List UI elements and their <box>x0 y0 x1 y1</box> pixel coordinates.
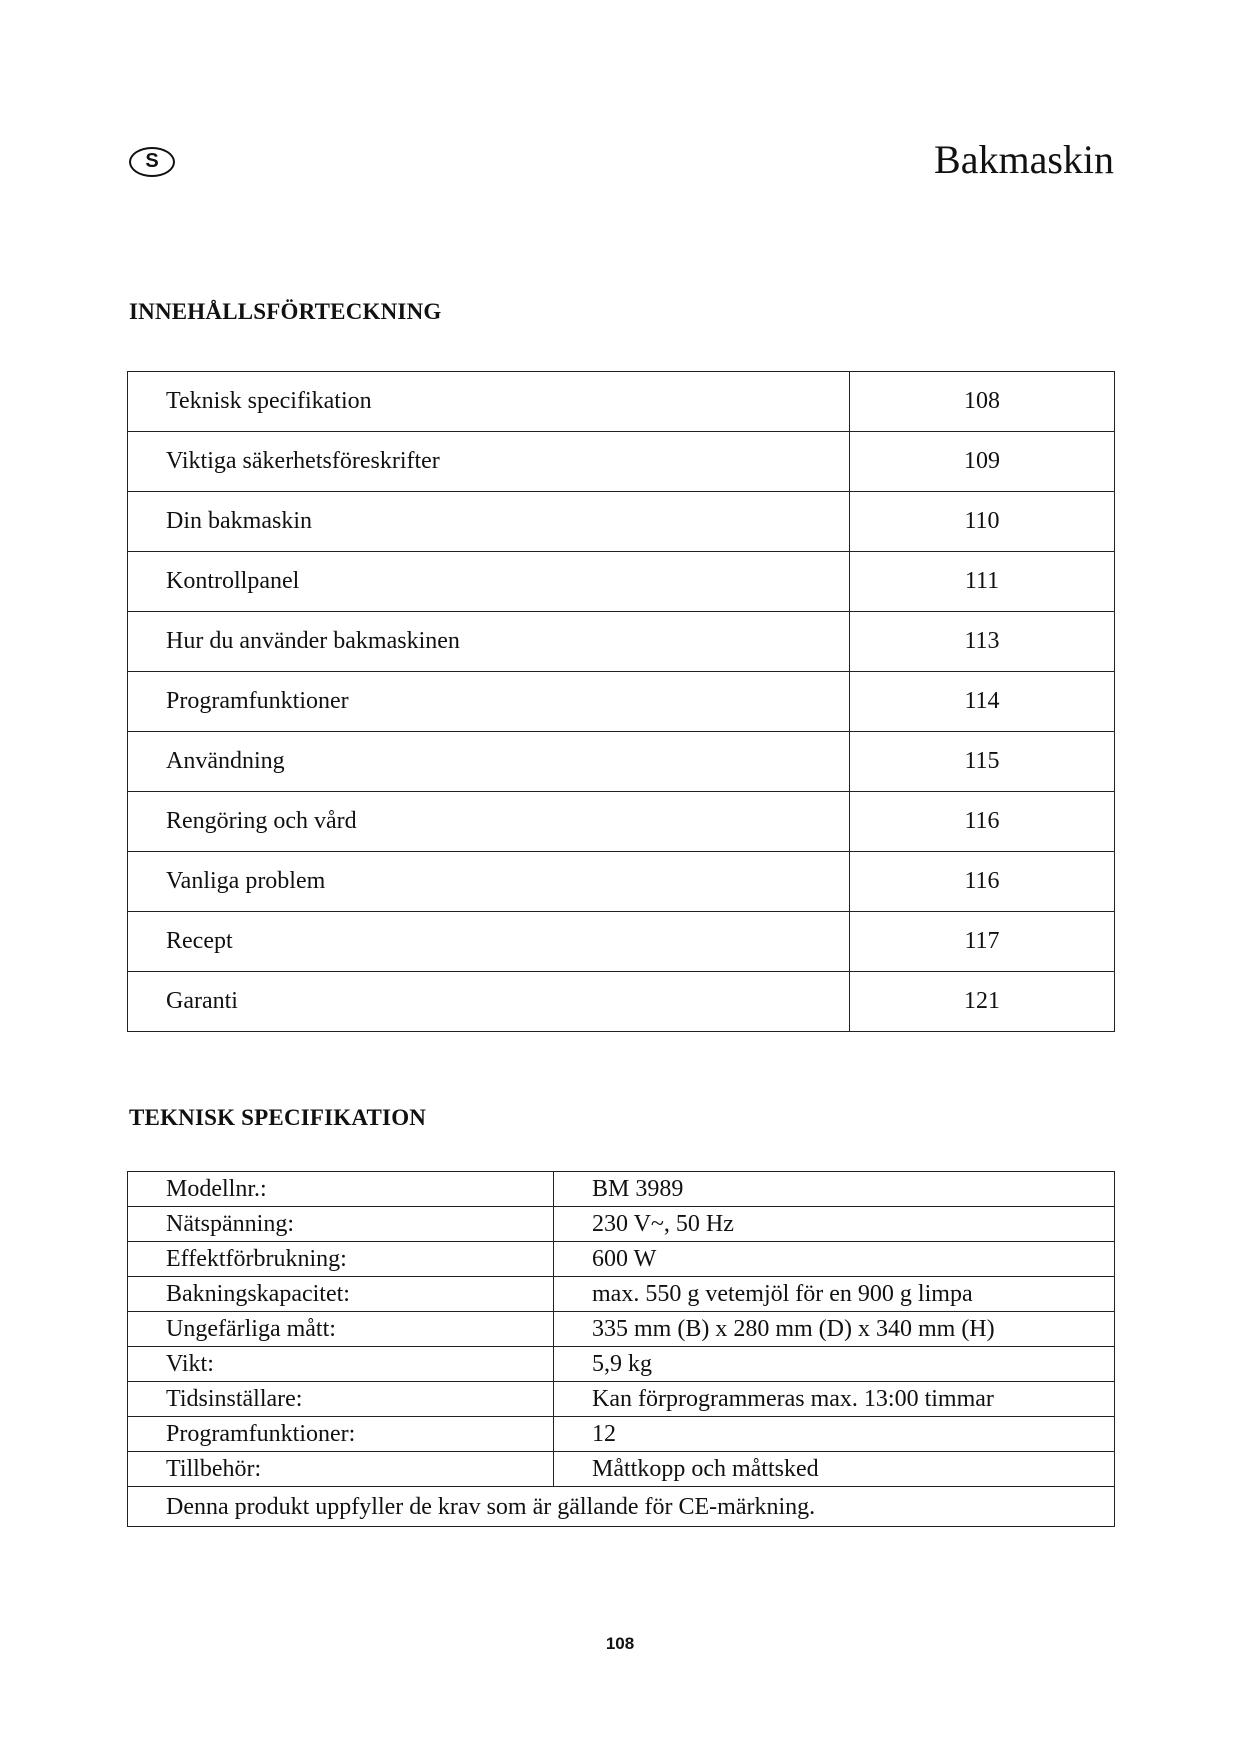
toc-entry-page: 110 <box>850 492 1115 552</box>
toc-entry-label: Din bakmaskin <box>128 492 850 552</box>
page-title: Bakmaskin <box>934 137 1114 182</box>
page-number: 108 <box>605 1634 635 1653</box>
spec-value: 335 mm (B) x 280 mm (D) x 340 mm (H) <box>554 1312 1115 1347</box>
toc-entry-label: Garanti <box>128 972 850 1032</box>
toc-row <box>128 792 1115 852</box>
spec-label: Vikt: <box>128 1347 554 1382</box>
toc-entry-label: Hur du använder bakmaskinen <box>128 612 850 672</box>
spec-label: Nätspänning: <box>128 1207 554 1242</box>
spec-label: Programfunktioner: <box>128 1417 554 1452</box>
spec-label: Effektförbrukning: <box>128 1242 554 1277</box>
spec-heading: TEKNISK SPECIFIKATION <box>129 1105 427 1130</box>
toc-entry-label: Vanliga problem <box>128 852 850 912</box>
spec-label: Ungefärliga mått: <box>128 1312 554 1347</box>
toc-row <box>128 432 1115 492</box>
toc-row <box>128 912 1115 972</box>
toc-entry-page: 111 <box>850 552 1115 612</box>
spec-value: Kan förprogrammeras max. 13:00 timmar <box>554 1382 1115 1417</box>
toc-row <box>128 672 1115 732</box>
toc-entry-page: 116 <box>850 792 1115 852</box>
spec-value: Måttkopp och måttsked <box>554 1452 1115 1487</box>
language-badge: S <box>129 147 175 177</box>
toc-entry-page: 121 <box>850 972 1115 1032</box>
spec-row <box>128 1207 1115 1242</box>
spec-value: 230 V~, 50 Hz <box>554 1207 1115 1242</box>
spec-row <box>128 1277 1115 1312</box>
toc-entry-label: Rengöring och vård <box>128 792 850 852</box>
toc-entry-page: 109 <box>850 432 1115 492</box>
spec-table <box>127 1171 1115 1527</box>
spec-row <box>128 1312 1115 1347</box>
spec-row <box>128 1347 1115 1382</box>
toc-entry-page: 108 <box>850 372 1115 432</box>
toc-row <box>128 852 1115 912</box>
toc-entry-label: Programfunktioner <box>128 672 850 732</box>
toc-entry-page: 117 <box>850 912 1115 972</box>
spec-row <box>128 1172 1115 1207</box>
toc-heading: INNEHÅLLSFÖRTECKNING <box>129 299 442 324</box>
toc-entry-label: Viktiga säkerhetsföreskrifter <box>128 432 850 492</box>
toc-row <box>128 732 1115 792</box>
toc-entry-page: 114 <box>850 672 1115 732</box>
toc-entry-label: Recept <box>128 912 850 972</box>
toc-row <box>128 972 1115 1032</box>
toc-entry-label: Användning <box>128 732 850 792</box>
toc-entry-page: 115 <box>850 732 1115 792</box>
spec-row <box>128 1242 1115 1277</box>
spec-value: max. 550 g vetemjöl för en 900 g limpa <box>554 1277 1115 1312</box>
spec-label: Tillbehör: <box>128 1452 554 1487</box>
toc-entry-label: Teknisk specifikation <box>128 372 850 432</box>
spec-row <box>128 1382 1115 1417</box>
toc-row <box>128 372 1115 432</box>
toc-entry-label: Kontrollpanel <box>128 552 850 612</box>
spec-label: Tidsinställare: <box>128 1382 554 1417</box>
spec-value: 600 W <box>554 1242 1115 1277</box>
spec-row <box>128 1417 1115 1452</box>
ce-compliance-note: Denna produkt uppfyller de krav som är gällande för CE-märkning. <box>128 1487 1115 1527</box>
spec-value: BM 3989 <box>554 1172 1115 1207</box>
spec-note-row <box>128 1487 1115 1527</box>
toc-entry-page: 113 <box>850 612 1115 672</box>
spec-row <box>128 1452 1115 1487</box>
toc-table <box>127 371 1115 1032</box>
toc-row <box>128 492 1115 552</box>
spec-label: Bakningskapacitet: <box>128 1277 554 1312</box>
toc-row <box>128 612 1115 672</box>
spec-value: 12 <box>554 1417 1115 1452</box>
toc-row <box>128 552 1115 612</box>
toc-entry-page: 116 <box>850 852 1115 912</box>
spec-value: 5,9 kg <box>554 1347 1115 1382</box>
spec-label: Modellnr.: <box>128 1172 554 1207</box>
